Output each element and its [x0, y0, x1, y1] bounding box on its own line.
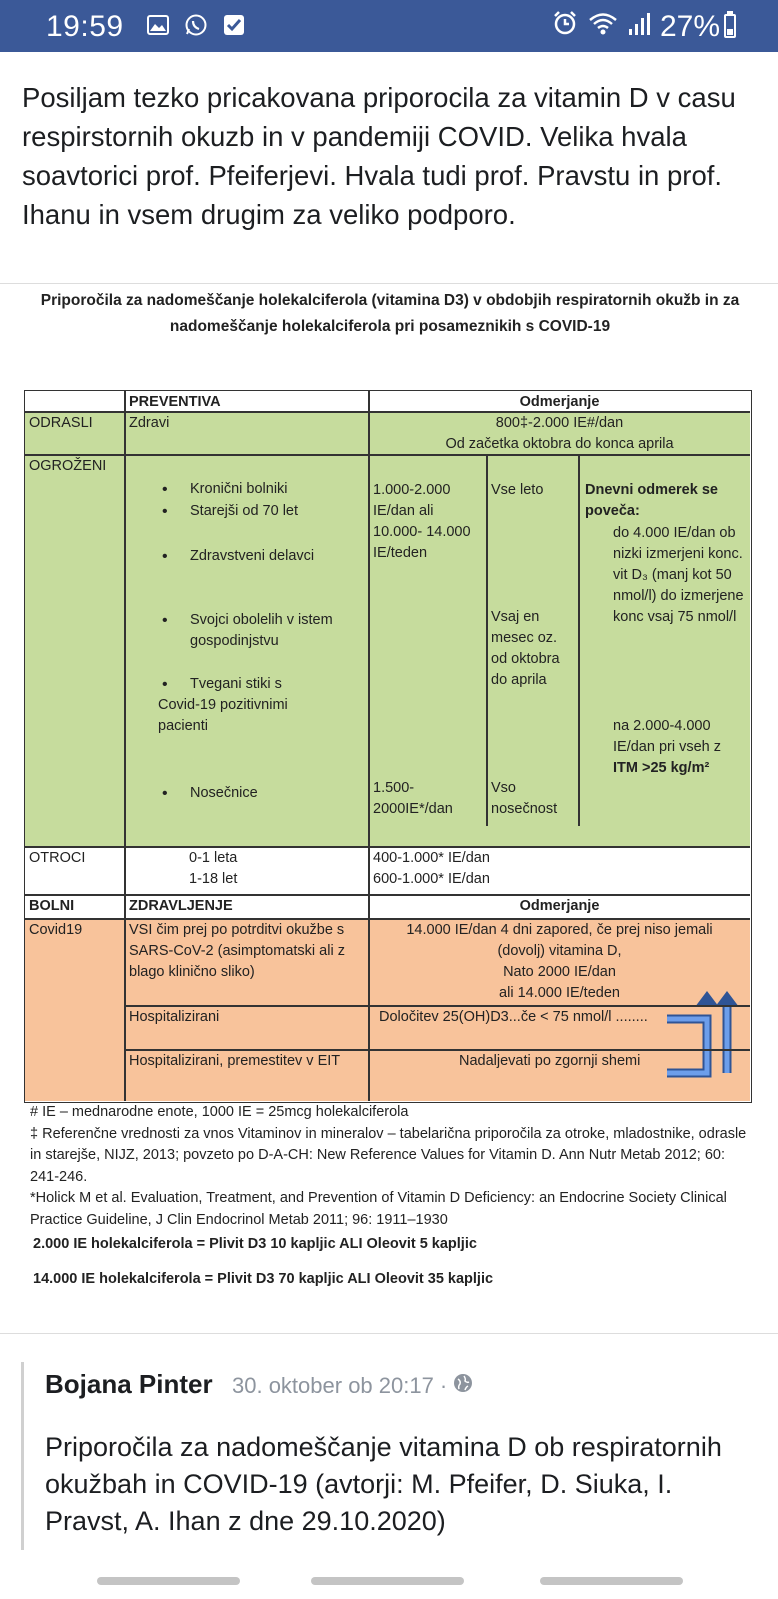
signal-icon: [628, 10, 650, 44]
table-grid-line: [25, 454, 750, 456]
otroci-age-2: 1-18 let: [189, 871, 238, 887]
bullet-svojci: • Svojci obolelih v istem gospodinjstvu: [190, 610, 370, 652]
header-preventiva: PREVENTIVA: [129, 394, 221, 410]
label-hospitalizirani: Hospitalizirani: [129, 1009, 220, 1025]
table-grid-line: [578, 454, 580, 826]
whatsapp-icon: [184, 13, 208, 37]
status-bar: [0, 0, 778, 52]
header-zdravljenje: ZDRAVLJENJE: [129, 898, 233, 914]
gallery-icon: [146, 13, 170, 37]
label-otroci: OTROCI: [29, 850, 86, 866]
vsi-dose-4: ali 14.000 IE/teden: [499, 985, 620, 1001]
wifi-icon: [588, 10, 618, 44]
status-time: 19:59: [46, 10, 124, 43]
notification-icons: [146, 13, 246, 37]
zdravi-dose: 800‡-2.000 IE#/dan: [495, 415, 624, 431]
header-bolni: BOLNI: [29, 898, 75, 914]
label-odrasli: ODRASLI: [29, 415, 93, 431]
comment-meta: [232, 1373, 473, 1399]
table-grid-line: [25, 411, 750, 413]
table-grid-line: [25, 894, 750, 896]
header-odmerjanje-2: Odmerjanje: [519, 898, 600, 914]
vsi-dose-3: Nato 2000 IE/dan: [503, 964, 616, 980]
vsi-dose-1: 14.000 IE/dan 4 dni zapored, če prej niso jemali: [406, 922, 713, 938]
dose-nosecnice: 1.500- 2000IE*/dan: [373, 780, 453, 817]
table-grid-line: [124, 391, 126, 1101]
battery-percent: 27%: [659, 10, 720, 43]
post-text: Posiljam tezko pricakovana priporocila za vitamin D v casu respirstornih okuzb in v pandemiji COVID. Velika hvala soavtorici prof. Pfeiferjevi. Hvala tudi prof. Pravstu in prof. Ihanu in vsem drugim za veliko podporo.: [22, 82, 736, 230]
period-oktober-april: Vsaj en mesec oz. od oktobra do aprila: [491, 609, 560, 688]
footnote-ie: # IE – mednarodne enote, 1000 IE = 25mcg holekalciferola: [30, 1104, 409, 1120]
period-vse-leto: Vse leto: [491, 482, 544, 498]
bullet-stiki: • Tvegani stiki s: [190, 674, 282, 695]
vsi-dose-2: (dovolj) vitamina D,: [497, 943, 622, 959]
equivalence-2000: 2.000 IE holekalciferola = Plivit D3 10 kapljic ALI Oleovit 5 kapljic: [33, 1236, 477, 1252]
document-title: Priporočila za nadomeščanje holekalciferola (vitamina D3) v obdobjih respiratornih okužb in za nadomeščanje holekalciferola pri posameznikih s COVID-19: [40, 292, 740, 335]
otroci-dose-1: 400-1.000* IE/dan: [373, 850, 490, 866]
bullet-kronicni: • Kronični bolniki: [190, 479, 288, 500]
table-grid-line: [25, 918, 750, 920]
comment-text: Priporočila za nadomeščanje vitamina D ob respiratornih okužbah in COVID-19 (avtorji: M. Pfeifer, D. Siuka, I. Pravst, A. Ihan z dne 29.10.2020): [45, 1432, 722, 1536]
increase-2-itm: ITM >25 kg/m²: [613, 760, 710, 776]
bullet-zdravstveni: • Zdravstveni delavci: [190, 546, 314, 567]
recommendation-table: [24, 390, 752, 1103]
otroci-age-1: 0-1 leta: [189, 850, 238, 866]
header-odmerjanje: Odmerjanje: [519, 394, 600, 410]
equivalence-14000: 14.000 IE holekalciferola = Plivit D3 70 kapljic ALI Oleovit 35 kapljic: [33, 1271, 494, 1287]
comment-quote-bar: [21, 1362, 24, 1550]
nav-handle-right: [540, 1577, 683, 1585]
label-zdravi: Zdravi: [129, 415, 170, 431]
globe-icon: [453, 1373, 473, 1399]
hosp-eit-dose: Nadaljevati po zgornji shemi: [459, 1053, 641, 1069]
bullet-starejsi: • Starejši od 70 let: [190, 501, 298, 522]
table-grid-line: [25, 846, 750, 848]
table-grid-line: [125, 1005, 750, 1007]
nav-handle-left: [97, 1577, 240, 1585]
label-covid19: Covid19: [29, 922, 83, 938]
increase-1: do 4.000 IE/dan ob nizki izmerjeni konc. vit D₃ (manj kot 50 nmol/l) do izmerjene konc vsaj 75 nmol/l: [613, 525, 744, 625]
label-hosp-eit: Hospitalizirani, premestitev v EIT: [129, 1053, 341, 1069]
dose-ogrozeni: 1.000-2.000 IE/dan ali 10.000- 14.000 IE/teden: [373, 482, 471, 561]
otroci-dose-2: 600-1.000* IE/dan: [373, 871, 490, 887]
status-right: [552, 10, 720, 44]
nav-handle-center: [311, 1577, 464, 1585]
table-grid-line: [125, 1049, 750, 1051]
footnote-nijz: ‡ Referenčne vrednosti za vnos Vitaminov in mineralov – tabelarična priporočila za otroke, mladostnike, odrasle in starejše, NIJZ, 2013; povzeto po D-A-CH: New Reference Values for Vitamin D. Ann Nutr Metab 2012; 60: 241-246.: [30, 1125, 747, 1185]
footnotes: [30, 1102, 750, 1231]
table-grid-line: [368, 391, 370, 1101]
table-grid-line: [486, 454, 488, 826]
bullet-nosecnice: • Nosečnice: [190, 783, 258, 804]
alarm-icon: [552, 10, 578, 44]
period-nosecnost: Vso nosečnost: [491, 780, 558, 817]
comment-author[interactable]: Bojana Pinter: [45, 1369, 213, 1399]
battery-icon: [724, 14, 736, 38]
label-vsi: VSI čim prej po potrditvi okužbe s SARS-CoV-2 (asimptomatski ali z blago klinično sliko): [129, 922, 345, 980]
zdravi-period: Od začetka oktobra do konca aprila: [445, 436, 674, 452]
increase-2: na 2.000-4.000 IE/dan pri vseh z: [613, 718, 721, 755]
comment-time[interactable]: 30. oktober ob 20:17 ·: [232, 1373, 448, 1398]
label-ogrozeni: OGROŽENI: [29, 458, 107, 474]
stiki-rest: Covid-19 pozitivnimi pacienti: [158, 697, 288, 734]
footnote-holick: *Holick M et al. Evaluation, Treatment, and Prevention of Vitamin D Deficiency: an Endocrine Society Clinical Practice Guideline, J Clin Endocrinol Metab 2011; 96: 1911–1930: [30, 1190, 727, 1228]
post-image-document[interactable]: [0, 283, 778, 1334]
hosp-dose: Določitev 25(OH)D3...če < 75 nmol/l ........: [379, 1009, 648, 1025]
increase-title: Dnevni odmerek se poveča:: [585, 482, 718, 519]
checkbox-icon: [222, 13, 246, 37]
